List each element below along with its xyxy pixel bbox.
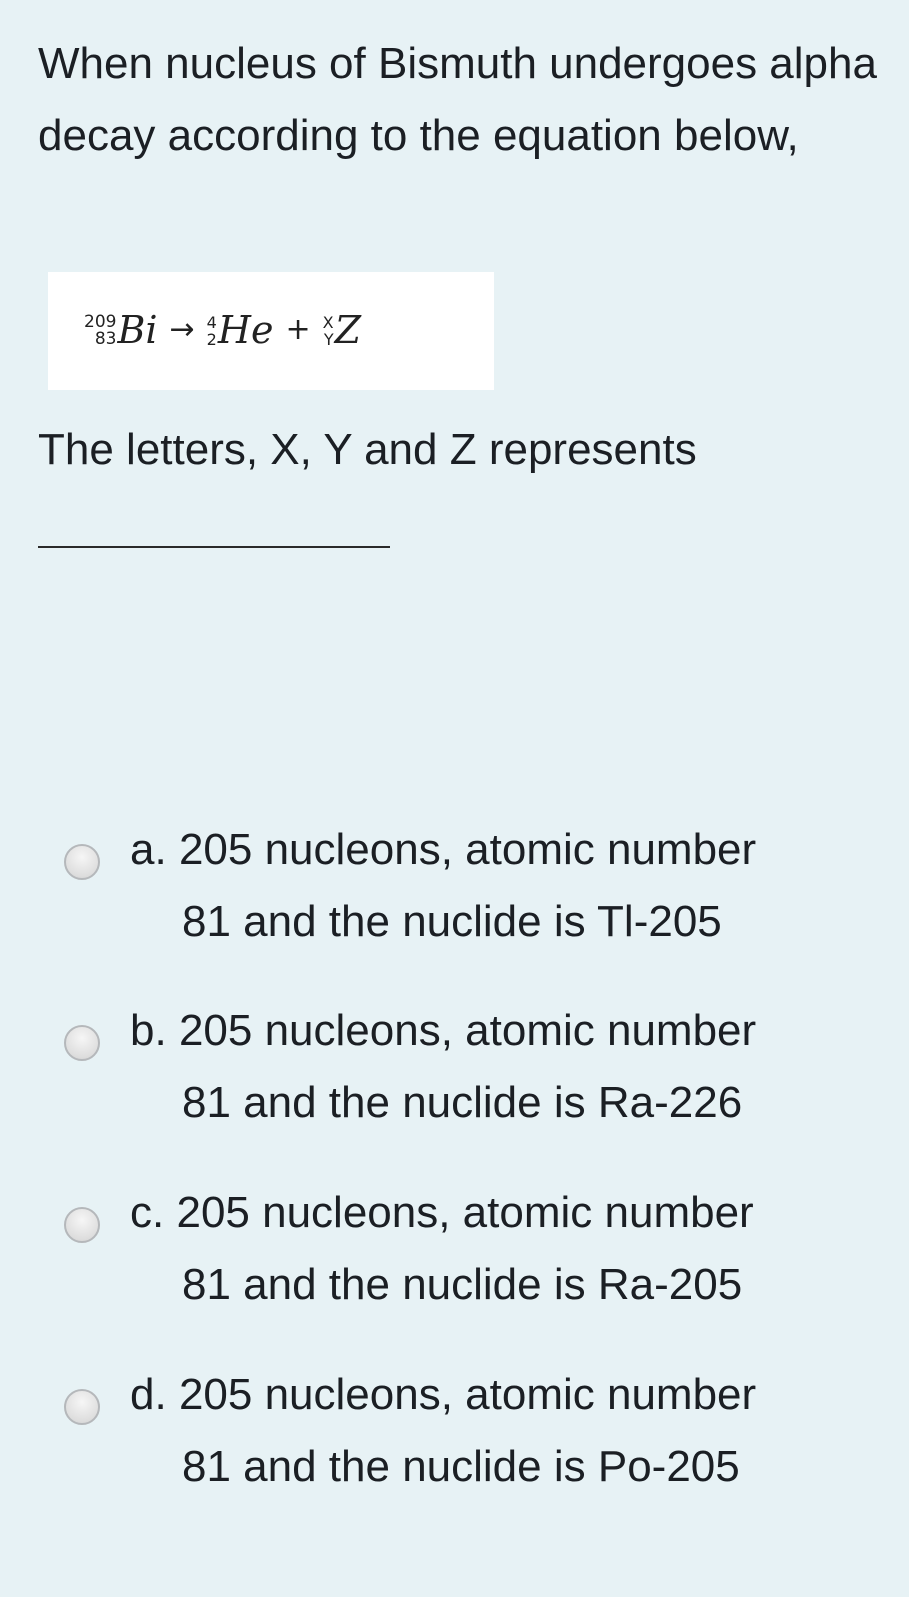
question-text: When nucleus of Bismuth undergoes alpha decay according to the equation below, bbox=[38, 39, 877, 160]
bismuth-mass-number: 209 bbox=[84, 312, 117, 332]
option-b-line1: 205 nucleons, atomic number bbox=[178, 1006, 757, 1055]
answer-blank-line bbox=[38, 546, 390, 548]
option-a-prefix: a. bbox=[130, 825, 167, 874]
option-a-line1: 205 nucleons, atomic number bbox=[178, 825, 757, 874]
option-a[interactable] bbox=[64, 814, 864, 958]
unknown-atomic-number: Y bbox=[323, 330, 334, 349]
option-d-prefix: d. bbox=[130, 1370, 167, 1419]
option-c[interactable] bbox=[64, 1177, 864, 1321]
option-a-line2: 81 and the nuclide is Tl-205 bbox=[182, 897, 722, 946]
bismuth-nuclide bbox=[84, 302, 158, 358]
option-d-line2: 81 and the nuclide is Po-205 bbox=[182, 1442, 740, 1491]
helium-nuclide bbox=[207, 302, 274, 358]
option-d-line1: 205 nucleons, atomic number bbox=[178, 1370, 757, 1419]
option-b[interactable] bbox=[64, 995, 864, 1139]
equation-image bbox=[48, 272, 494, 390]
option-c-prefix: c. bbox=[130, 1188, 165, 1237]
helium-symbol: He bbox=[217, 308, 274, 352]
option-c-line1: 205 nucleons, atomic number bbox=[176, 1188, 754, 1237]
option-b-prefix: b. bbox=[130, 1006, 167, 1055]
option-b-line2: 81 and the nuclide is Ra-226 bbox=[182, 1078, 743, 1127]
radio-button-a[interactable] bbox=[64, 844, 100, 880]
bismuth-symbol: Bi bbox=[117, 308, 158, 352]
option-d[interactable] bbox=[64, 1359, 864, 1503]
radio-button-d[interactable] bbox=[64, 1389, 100, 1425]
decay-equation bbox=[84, 302, 361, 358]
helium-atomic-number: 2 bbox=[206, 330, 217, 349]
radio-button-c[interactable] bbox=[64, 1207, 100, 1243]
radio-button-b[interactable] bbox=[64, 1025, 100, 1061]
unknown-symbol: Z bbox=[334, 308, 362, 352]
prompt-text: The letters, X, Y and Z represents bbox=[38, 425, 697, 474]
helium-mass-number: 4 bbox=[206, 313, 217, 332]
unknown-nuclide bbox=[323, 302, 361, 358]
reaction-arrow: → bbox=[169, 312, 195, 347]
plus-sign: + bbox=[285, 312, 311, 347]
option-c-line2: 81 and the nuclide is Ra-205 bbox=[182, 1260, 743, 1309]
unknown-mass-number: X bbox=[322, 313, 334, 332]
bismuth-atomic-number: 83 bbox=[94, 329, 117, 349]
